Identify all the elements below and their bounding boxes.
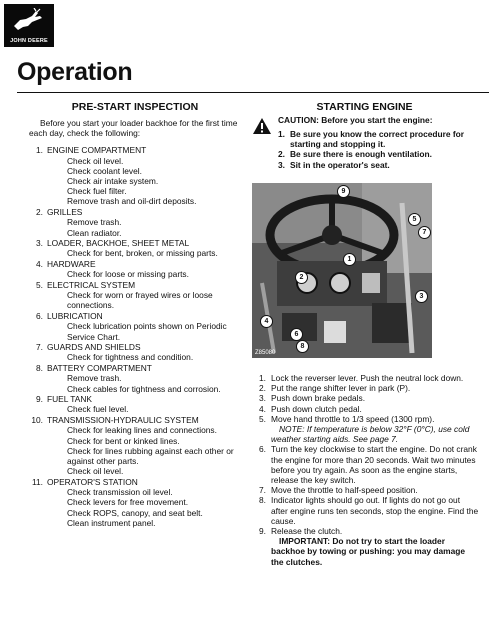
start-step-text: Indicator lights should go out. If lights do not go out after engine runs ten seconds, stop the engine. Find the cause. [271,495,479,526]
inspection-item-number: 4. [36,259,43,270]
callout-9: 9 [337,185,350,198]
callout-1: 1 [343,253,356,266]
caution-title: CAUTION: Before you start the engine: [278,115,433,125]
caution-item-number: 3. [278,159,285,170]
inspection-item [29,259,241,279]
callout-7: 7 [418,226,431,239]
title-rule [17,92,489,93]
inspection-item [29,280,241,311]
start-step-number: 1. [259,373,266,383]
start-step-text: Release the clutch. [271,526,343,537]
john-deere-logo [4,4,54,47]
inspection-subitem: Check oil level. [67,466,124,477]
inspection-subitem: Check coolant level. [67,165,142,176]
callout-6: 6 [290,328,303,341]
caution-item-text: Be sure there is enough ventilation. [290,149,432,160]
inspection-item-number: 11. [31,476,43,487]
inspection-subitem: Check for bent or kinked lines. [67,435,180,446]
start-step [251,373,479,383]
start-step-number: 5. [259,413,266,424]
inspection-subitem: Check levers for free movement. [67,497,189,508]
inspection-list [29,145,241,528]
inspection-subitem: Check for bent, broken, or missing parts. [67,248,218,259]
inspection-item-number: 9. [36,394,43,405]
inspection-subitem: Clean instrument panel. [67,517,156,528]
inspection-subitem: Check for lines rubbing against each other or against other parts. [67,445,234,466]
dashboard-illustration [252,183,432,358]
start-step-text: Push down brake pedals. [271,393,366,404]
inspection-item [29,394,241,414]
start-step [251,526,479,536]
start-step-text: Lock the reverser lever. Push the neutral lock down. [271,373,464,383]
inspection-item-title: FUEL TANK [47,394,92,405]
start-step-text: Move the throttle to half-speed position. [271,485,418,496]
start-step-text: Move hand throttle to 1/3 speed (1300 rpm). [271,413,435,424]
inspection-item-title: TRANSMISSION-HYDRAULIC SYSTEM [47,415,199,426]
logo-brand-text: JOHN DEERE [10,38,48,44]
caution-item-text: Be sure you know the correct procedure for starting and stopping it. [290,129,465,150]
inspection-subitem: Check ROPS, canopy, and seat belt. [67,507,203,518]
inspection-subitem: Remove trash. [67,217,122,228]
inspection-item-title: GUARDS AND SHIELDS [47,342,141,353]
inspection-item [29,363,241,394]
start-step-number: 4. [259,403,266,414]
inspection-item-title: LUBRICATION [47,311,103,322]
start-step-text: Turn the key clockwise to start the engine. Do not crank the engine for more than 20 seconds. Wait two minutes before you try again. As soon as the engine starts, release the key switch. [271,444,477,486]
photo-id: Z85080 [255,350,276,356]
inspection-item-number: 1. [36,145,43,156]
operator-station-photo [252,183,432,358]
start-step-number: 3. [259,393,266,404]
inspection-item [29,238,241,258]
inspection-subitem: Check transmission oil level. [67,487,173,498]
deer-icon [10,8,48,34]
inspection-item-number: 3. [36,238,43,249]
inspection-item-number: 6. [36,311,43,322]
inspection-item-title: LOADER, BACKHOE, SHEET METAL [47,238,190,249]
inspection-item-title: OPERATOR'S STATION [47,476,138,487]
starting-steps [251,373,479,567]
pre-start-heading: PRE-START INSPECTION [71,101,199,113]
start-step [251,414,479,424]
start-step-number: 7. [259,485,266,496]
start-step-number: 2. [259,383,266,394]
caution-item-text: Sit in the operator's seat. [290,159,390,170]
inspection-subitem: Remove trash. [67,373,122,384]
inspection-subitem: Clean radiator. [67,227,122,238]
inspection-subitem: Check lubrication points shown on Periodic Service Chart. [67,321,227,342]
starting-engine-heading: STARTING ENGINE [316,101,413,113]
start-step [251,444,479,485]
inspection-item-title: ELECTRICAL SYSTEM [47,280,136,291]
inspection-item [29,207,241,238]
start-step-text: Push down clutch pedal. [271,403,362,414]
cold-weather-note: NOTE: If temperature is below 32°F (0°C), use cold weather starting aids. See page 7. [271,424,470,445]
inspection-subitem: Check air intake system. [67,176,159,187]
inspection-item [29,477,241,528]
inspection-item [29,311,241,342]
start-step [251,404,479,414]
caution-list [278,129,476,170]
inspection-subitem: Check fuel filter. [67,186,127,197]
start-step-number: 8. [259,495,266,506]
start-step [251,485,479,495]
callout-4: 4 [260,315,273,328]
warning-triangle-icon [252,117,272,135]
inspection-subitem: Check for worn or frayed wires or loose connections. [67,290,213,311]
pre-start-section [29,118,241,528]
caution-item [278,149,476,159]
inspection-item-number: 8. [36,363,43,374]
inspection-item-number: 5. [36,280,43,291]
caution-item-number: 2. [278,149,285,160]
inspection-item-title: ENGINE COMPARTMENT [47,145,147,156]
caution-item-number: 1. [278,129,285,139]
callout-8: 8 [296,340,309,353]
page-title: Operation [17,58,133,86]
inspection-item-number: 2. [36,207,43,218]
caution-item [278,160,476,170]
callout-5: 5 [408,213,421,226]
start-step-text: Put the range shifter lever in park (P). [271,383,411,394]
inspection-item-number: 7. [36,342,43,353]
inspection-subitem: Check fuel level. [67,404,129,415]
inspection-item [29,415,241,476]
inspection-item [29,342,241,362]
inspection-item-title: HARDWARE [47,259,96,270]
inspection-subitem: Check oil level. [67,155,124,166]
inspection-subitem: Check for tightness and condition. [67,352,194,363]
inspection-subitem: Remove trash and oil-dirt deposits. [67,196,197,207]
inspection-subitem: Check cables for tightness and corrosion. [67,383,221,394]
start-step [251,495,479,526]
inspection-item-number: 10. [31,415,43,426]
inspection-item [29,145,241,206]
start-step-number: 6. [259,444,266,455]
caution-item [278,129,476,149]
start-step-number: 9. [259,526,266,537]
inspection-subitem: Check for leaking lines and connections. [67,425,217,436]
inspection-item-title: GRILLES [47,207,83,218]
inspection-item-title: BATTERY COMPARTMENT [47,363,152,374]
inspection-subitem: Check for loose or missing parts. [67,269,189,280]
callout-3: 3 [415,290,428,303]
start-step [251,393,479,403]
start-step [251,383,479,393]
callout-2: 2 [295,271,308,284]
important-notice: IMPORTANT: Do not try to start the loader backhoe by towing or pushing: you may damage the clutches. [271,536,466,567]
pre-start-intro: Before you start your loader backhoe for the first time each day, check the following: [29,118,238,139]
